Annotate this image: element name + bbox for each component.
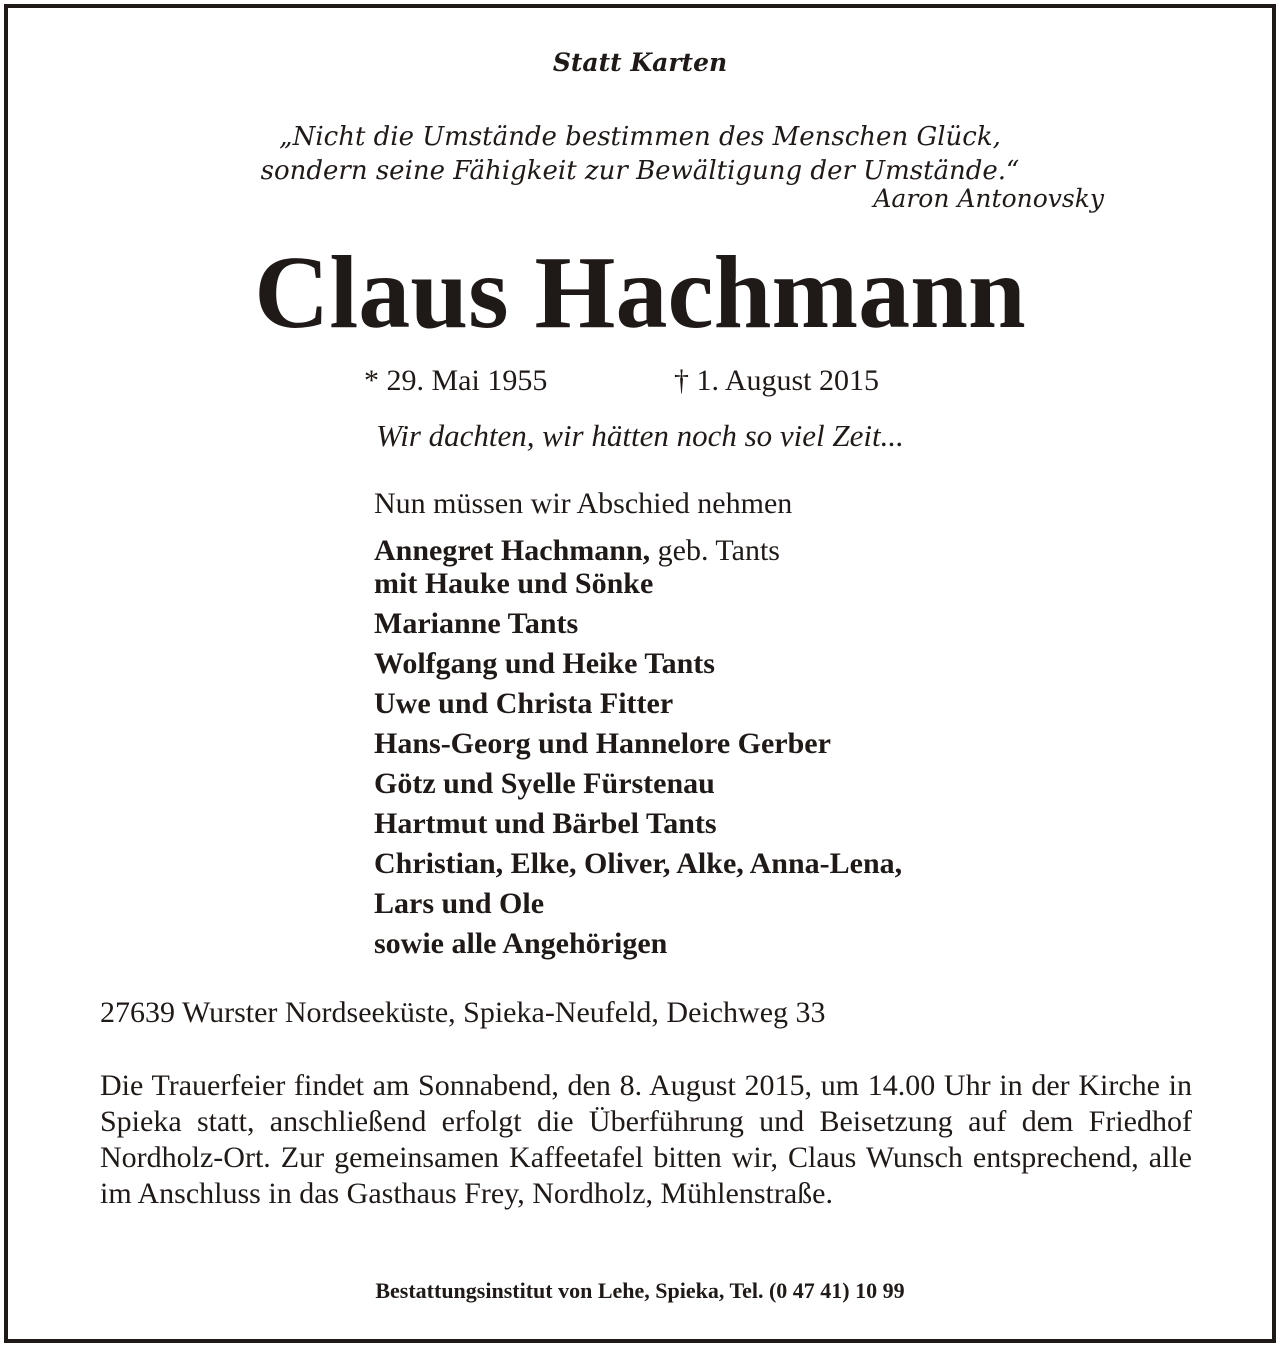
family-member: Lars und Ole [374, 887, 545, 920]
family-member: Wolfgang und Heike Tants [374, 647, 715, 680]
family-member: Christian, Elke, Oliver, Alke, Anna-Lena, [374, 847, 903, 880]
family-member: mit Hauke und Sönke [374, 567, 654, 600]
family-member: Uwe und Christa Fitter [374, 687, 674, 720]
family-member: Annegret Hachmann, geb. Tants [374, 534, 780, 567]
family-address: 27639 Wurster Nordseeküste, Spieka-Neufeld, Deichweg 33 [100, 996, 826, 1029]
death-date: † 1. August 2015 [674, 364, 880, 397]
quote-author: Aaron Antonovsky [873, 184, 1104, 213]
family-list [374, 484, 902, 964]
family-member: Götz und Syelle Fürstenau [374, 767, 715, 800]
quote [8, 120, 1272, 188]
service-details: Die Trauerfeier findet am Sonnabend, den 8. August 2015, um 14.00 Uhr in der Kirche in Spieka statt, anschließend erfolgt die Überführung und Beisetzung auf dem Friedhof Nordholz-Ort. Zur gemeinsamen Kaffeetafel bitten wir, Claus Wunsch entsprechend, alle im Anschluss in das Gasthaus Frey, Nordholz, Mühlenstraße. [100, 1069, 1192, 1210]
quote-line-1: „Nicht die Umstände bestimmen des Menschen Glück, [279, 122, 1001, 152]
family-member: sowie alle Angehörigen [374, 927, 668, 960]
family-member: Hans-Georg und Hannelore Gerber [374, 727, 831, 760]
quote-line-2: sondern seine Fähigkeit zur Bewältigung der Umstände.“ [260, 156, 1020, 186]
deceased-name: Claus Hachmann [254, 235, 1026, 350]
family-intro: Nun müssen wir Abschied nehmen [374, 487, 793, 520]
family-member: Hartmut und Bärbel Tants [374, 807, 717, 840]
obituary-notice [4, 4, 1276, 1343]
statt-karten-heading: Statt Karten [552, 48, 728, 77]
motto: Wir dachten, wir hätten noch so viel Zeit... [376, 418, 904, 453]
family-member: Marianne Tants [374, 607, 579, 640]
birth-date: * 29. Mai 1955 [364, 364, 548, 397]
funeral-home: Bestattungsinstitut von Lehe, Spieka, Tel. (0 47 41) 10 99 [375, 1278, 905, 1303]
